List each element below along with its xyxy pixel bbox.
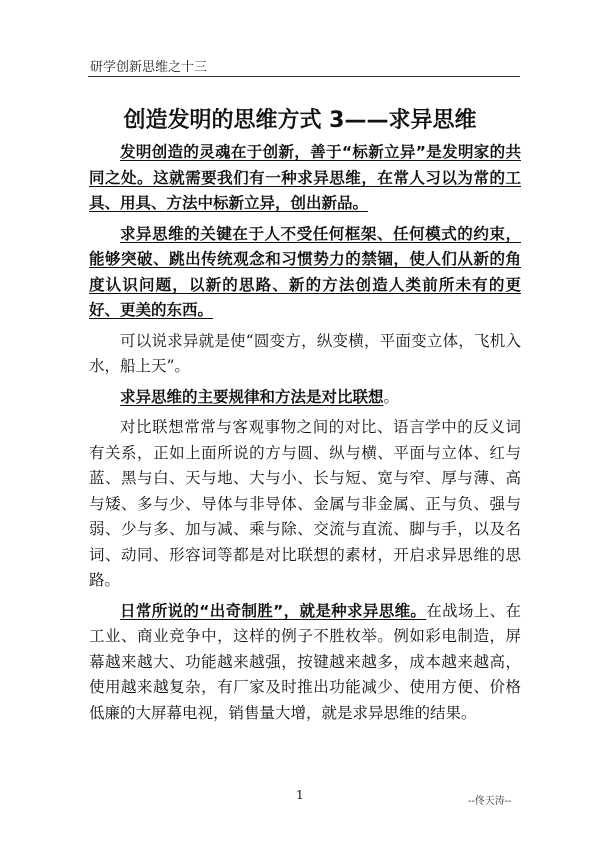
example-emphasis: 日常所说的“出奇制胜”，就是种求异思维。 (120, 601, 427, 620)
method-end: 。 (383, 387, 400, 406)
paragraph-example (89, 599, 521, 727)
page-number: 1 (296, 788, 304, 802)
paragraph-contrast-association: 对比联想常常与客观事物之间的对比、语言学中的反义词有关系，正如上面所说的方与圆、纵与横、平面与立体、红与蓝、黑与白、天与地、大与小、长与短、宽与窄、厚与薄、高与矮、多与少、导体与非导体、金属与非金属、正与负、强与弱、少与多、加与减、乘与除、交流与直流、脚与手，以及名词、动同、形容词等都是对比联想的素材，开启求异思维的思路。 (89, 418, 521, 589)
document-body (89, 140, 521, 726)
example-text: 在战场上、在工业、商业竞争中，这样的例子不胜枚举。例如彩电制造，屏幕越来越大、功能越来越强，按键越来越多，成本越来越高，使用越来越复杂，有厂家及时推出功能减少、使用方便、价格低廉的大屏幕电视，销售量大增，就是求异思维的结果。 (89, 601, 521, 722)
method-emphasis: 求异思维的主要规律和方法是对比联想 (120, 387, 384, 406)
paragraph-definition: 可以说求异就是使“圆变方，纵变横，平面变立体，飞机入水，船上天”。 (89, 331, 521, 375)
paragraph-key-point: 求异思维的关键在于人不受任何框架、任何模式的约束，能够突破、跳出传统观念和习惯势力的禁锢，使人们从新的角度认识问题，以新的思路、新的方法创造人类前所未有的更好、更美的东西。 (89, 224, 521, 319)
paragraph-method (89, 385, 521, 411)
footer-author: --佟天涛-- (468, 796, 512, 807)
header-rule (88, 76, 520, 77)
running-header: 研学创新思维之十三 (90, 60, 208, 75)
paragraph-intro: 发明创造的灵魂在于创新，善于“标新立异”是发明家的共同之处。这就需要我们有一种求异思维，在常人习以为常的工具、用具、方法中标新立异，创出新品。 (89, 143, 521, 212)
page-title: 创造发明的思维方式 3——求异思维 (123, 108, 477, 133)
